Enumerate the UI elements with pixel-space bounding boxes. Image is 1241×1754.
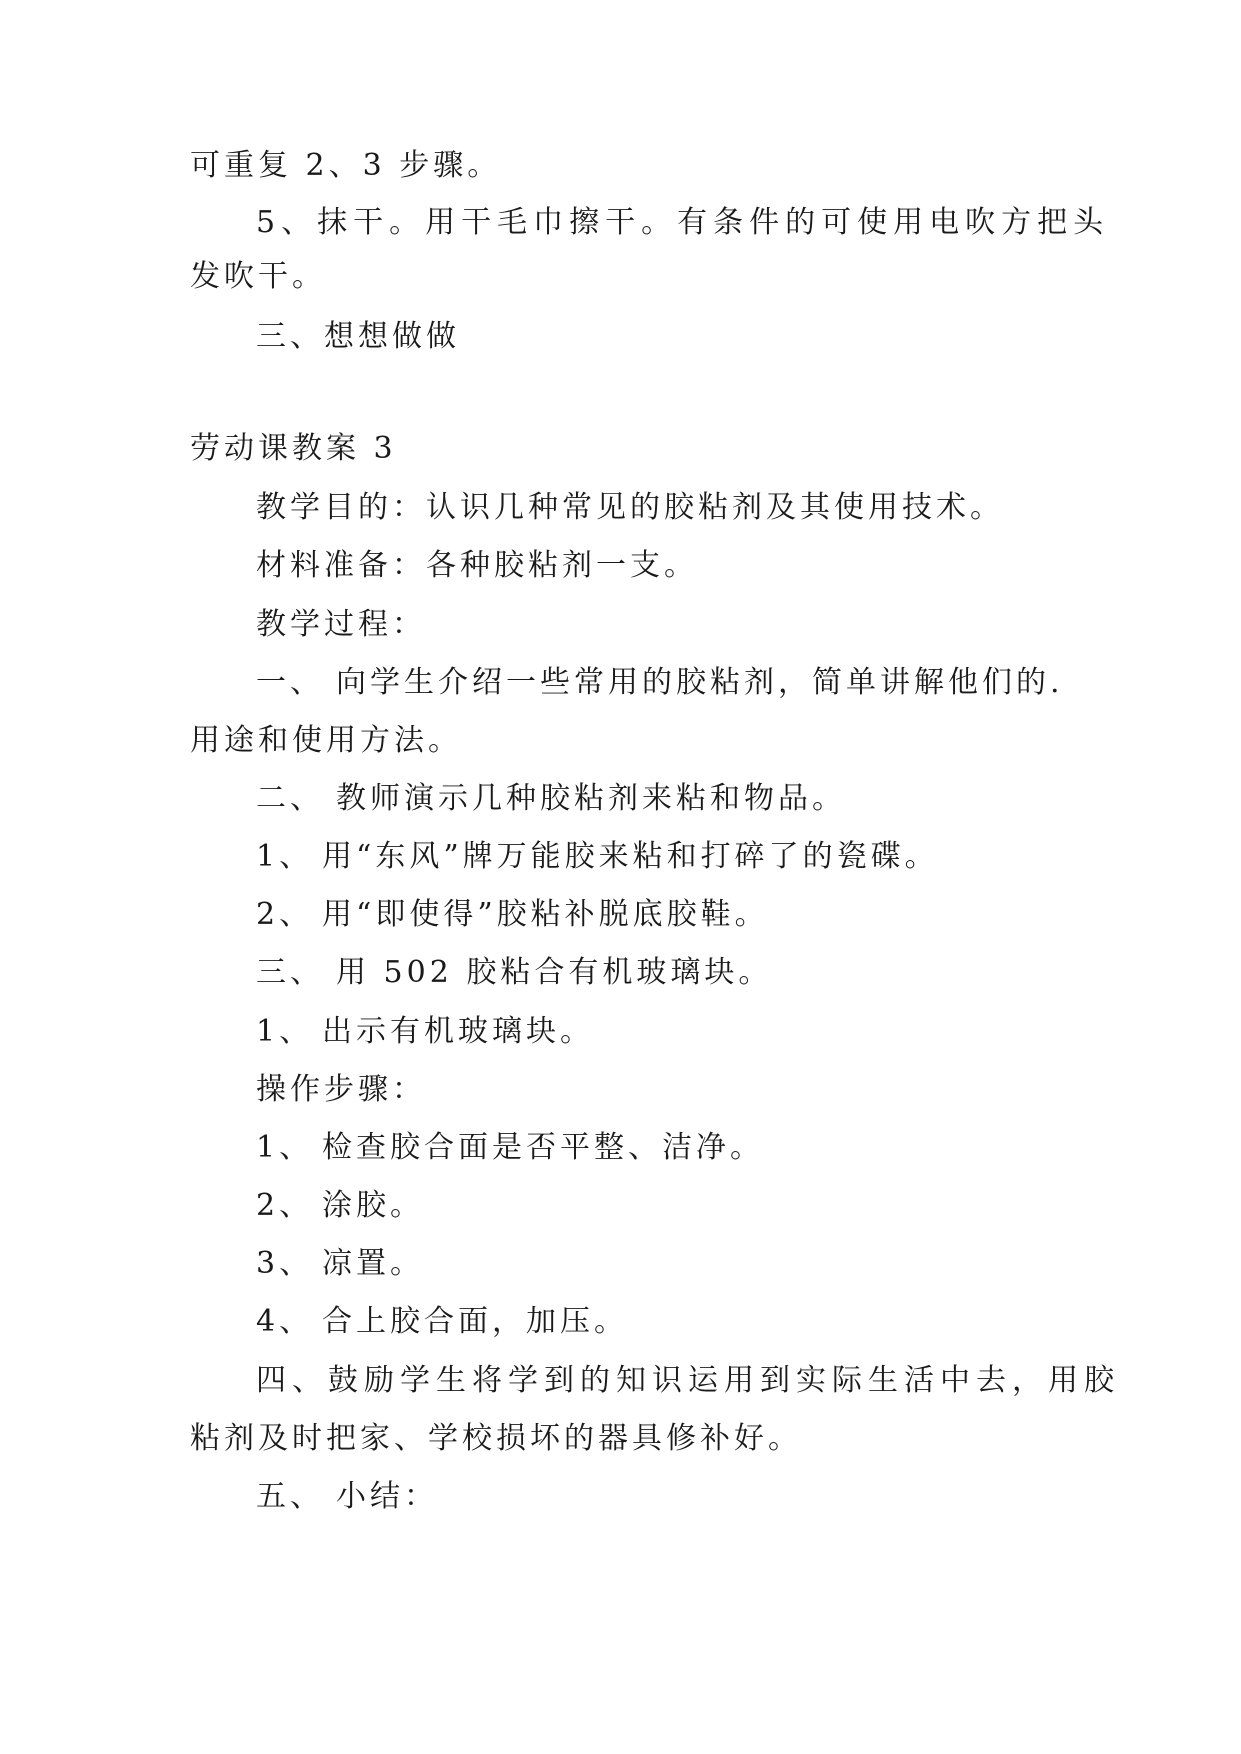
list-item — [256, 1302, 628, 1342]
list-marker: 2、 — [256, 1188, 314, 1223]
text-line: 四、鼓励学生将学到的知识运用到实际生活中去，用胶 — [256, 1363, 1120, 1398]
list-marker: 二、 — [256, 781, 324, 816]
list-item — [256, 895, 769, 935]
text-line: 操作步骤： — [256, 1072, 426, 1107]
list-item-text: 教师演示几种胶粘剂来粘和物品。 — [336, 781, 846, 816]
list-marker: 1、 — [256, 839, 314, 874]
list-item-text: 用“东风”牌万能胶来粘和打碎了的瓷碟。 — [322, 839, 939, 874]
list-item — [256, 837, 939, 877]
list-marker: 1、 — [256, 1014, 314, 1049]
list-marker: 1、 — [256, 1130, 314, 1165]
list-item — [256, 663, 1064, 703]
list-item-text: 小结： — [336, 1479, 438, 1514]
list-item — [256, 1244, 424, 1284]
text-line: 可重复 2、3 步骤。 — [190, 148, 502, 183]
list-item-text: 检查胶合面是否平整、洁净。 — [322, 1130, 764, 1165]
list-marker: 2、 — [256, 897, 314, 932]
text-line: 材料准备：各种胶粘剂一支。 — [256, 548, 698, 583]
list-marker: 4、 — [256, 1304, 314, 1339]
text-line: 用途和使用方法。 — [190, 723, 462, 758]
list-marker: 一、 — [256, 665, 324, 700]
list-item — [256, 1012, 594, 1052]
list-item — [256, 953, 772, 993]
list-item-text: 向学生介绍一些常用的胶粘剂，简单讲解他们的. — [336, 665, 1064, 700]
list-item-text: 涂胶。 — [322, 1188, 424, 1223]
list-marker: 三、 — [256, 955, 324, 990]
text-line: 发吹干。 — [190, 259, 326, 294]
list-marker: 3、 — [256, 1246, 314, 1281]
list-item — [256, 1477, 438, 1517]
list-marker: 五、 — [256, 1479, 324, 1514]
text-line: 教学过程： — [256, 607, 426, 642]
list-item-text: 合上胶合面，加压。 — [322, 1304, 628, 1339]
list-item-text: 用“即使得”胶粘补脱底胶鞋。 — [322, 897, 769, 932]
list-item-text: 出示有机玻璃块。 — [322, 1014, 594, 1049]
list-item — [256, 1128, 764, 1168]
list-item-text: 凉置。 — [322, 1246, 424, 1281]
list-item — [256, 1186, 424, 1226]
page-title: 劳动课教案 3 — [190, 431, 397, 466]
text-line: 教学目的：认识几种常见的胶粘剂及其使用技术。 — [256, 490, 1004, 525]
text-line: 5、抹干。用干毛巾擦干。有条件的可使用电吹方把头 — [256, 205, 1110, 240]
list-item — [256, 779, 846, 819]
list-item-text: 用 502 胶粘合有机玻璃块。 — [336, 955, 773, 990]
text-line: 粘剂及时把家、学校损坏的器具修补好。 — [190, 1421, 802, 1456]
section-heading: 三、想想做做 — [256, 319, 460, 354]
